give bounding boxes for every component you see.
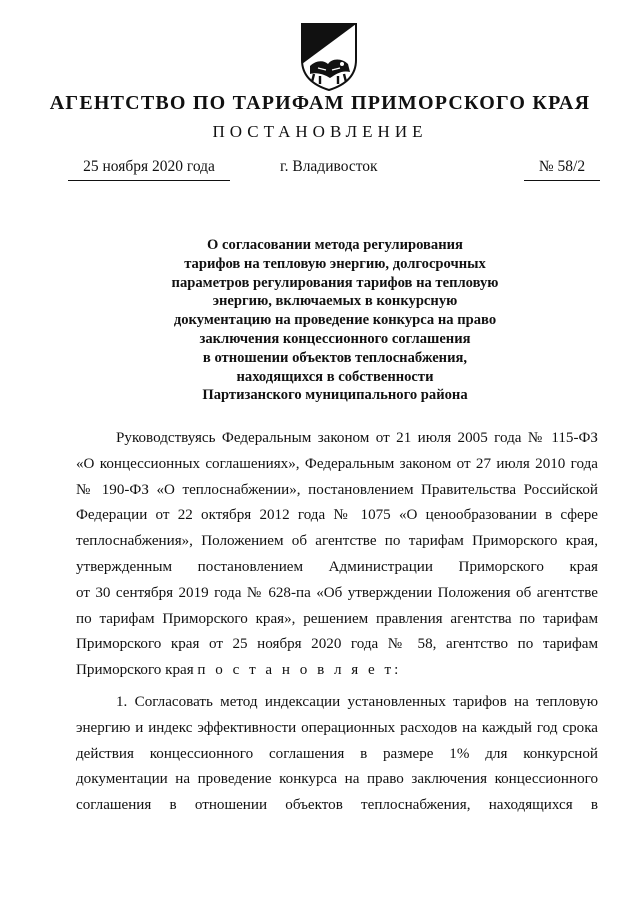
body-line: № 190-ФЗ «О теплоснабжении», постановлением Правительства Российской (76, 481, 598, 498)
body-line: утвержденным постановлением Администрации Приморского края (76, 558, 598, 575)
preamble-last-text: Приморского края (76, 662, 198, 679)
document-date: 25 ноября 2020 года (68, 158, 230, 181)
body-line: действия концессионного соглашения в размере 1% для конкурсной (76, 745, 598, 762)
document-body (76, 426, 598, 819)
body-line: 1. Согласовать метод индексации установленных тарифов на тепловую (116, 693, 598, 710)
preamble-paragraph (76, 426, 598, 684)
body-line: соглашения в отношении объектов теплоснабжения, находящихся в (76, 797, 598, 814)
title-line: энергию, включаемых в конкурсную (212, 293, 458, 310)
body-line: «О концессионных соглашениях», Федеральным законом от 27 июля 2010 года (76, 455, 598, 472)
document-city: г. Владивосток (280, 158, 378, 175)
body-line: теплоснабжения», Положением об агентстве по тарифам Приморского края, (76, 533, 598, 550)
title-line: документацию на проведение конкурса на право (173, 312, 497, 329)
title-line: параметров регулирования тарифов на тепловую (171, 274, 499, 291)
title-line: О согласовании метода регулирования (207, 237, 463, 253)
title-line: находящихся в собственности (236, 368, 434, 385)
document-type: ПОСТАНОВЛЕНИЕ (212, 122, 428, 141)
body-line: энергию и индекс эффективности операционных расходов на каждый год срока (76, 719, 598, 736)
document-number: № 58/2 (524, 158, 600, 181)
title-line: заключения концессионного соглашения (199, 330, 471, 347)
resolves-word: п о с т а н о в л я е т: (197, 662, 402, 679)
body-line: документации на проведение конкурса на право заключения концессионного (76, 771, 598, 788)
title-line: в отношении объектов теплоснабжения, (202, 349, 468, 366)
body-line: Приморского края от 25 ноября 2020 года № 58, агентство по тарифам (76, 636, 598, 653)
document-title (150, 236, 520, 405)
body-line (76, 658, 598, 684)
coat-of-arms-svg (298, 20, 360, 92)
coat-of-arms-icon (298, 20, 360, 92)
body-line: Федерации от 22 октября 2012 года № 1075 «О ценообразовании в сфере (76, 507, 598, 524)
item-1-paragraph (76, 690, 598, 819)
body-line: Руководствуясь Федеральным законом от 21 июля 2005 года № 115-ФЗ (116, 430, 598, 446)
title-line: Партизанского муниципального района (202, 387, 468, 404)
agency-name: АГЕНТСТВО ПО ТАРИФАМ ПРИМОРСКОГО КРАЯ (49, 92, 591, 114)
body-line: по тарифам Приморского края», решением правления агентства по тарифам (76, 610, 598, 627)
title-line: тарифов на тепловую энергию, долгосрочных (184, 255, 486, 272)
body-line: от 30 сентября 2019 года № 628-па «Об утверждении Положения об агентстве (76, 584, 598, 601)
